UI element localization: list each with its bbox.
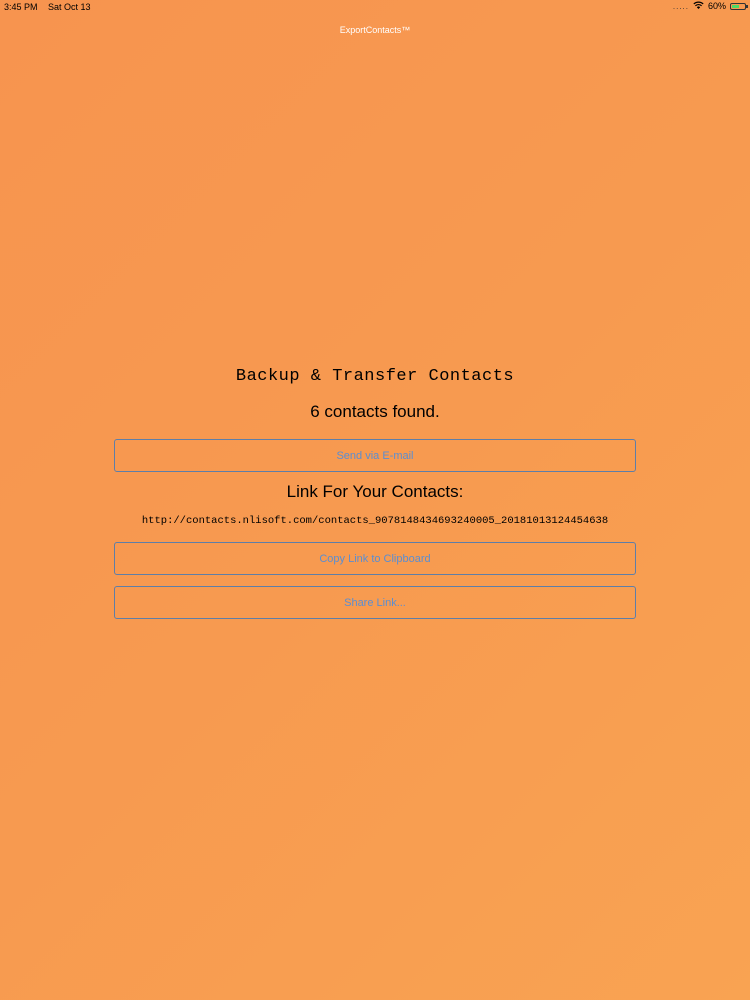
battery-fill (732, 5, 739, 8)
battery-tip (746, 5, 748, 8)
status-date: Sat Oct 13 (48, 2, 91, 12)
nav-title: ExportContacts™ (339, 25, 411, 35)
page-heading: Backup & Transfer Contacts (235, 367, 515, 386)
copy-link-button[interactable]: Copy Link to Clipboard (114, 542, 636, 575)
battery-percent: 60% (707, 1, 726, 11)
wifi-icon (693, 1, 704, 11)
contacts-link-url[interactable]: http://contacts.nlisoft.com/contacts_9078148434693240005_20181013124454638 (141, 515, 609, 527)
contacts-count: 6 contacts found. (310, 402, 440, 421)
share-link-button[interactable]: Share Link... (114, 586, 636, 619)
status-time: 3:45 PM (4, 2, 38, 12)
battery-icon (730, 3, 746, 10)
status-bar (0, 0, 750, 14)
signal-dots: ..... (672, 1, 689, 11)
link-heading: Link For Your Contacts: (286, 482, 464, 501)
send-email-button[interactable]: Send via E-mail (114, 439, 636, 472)
status-indicators (673, 1, 746, 11)
